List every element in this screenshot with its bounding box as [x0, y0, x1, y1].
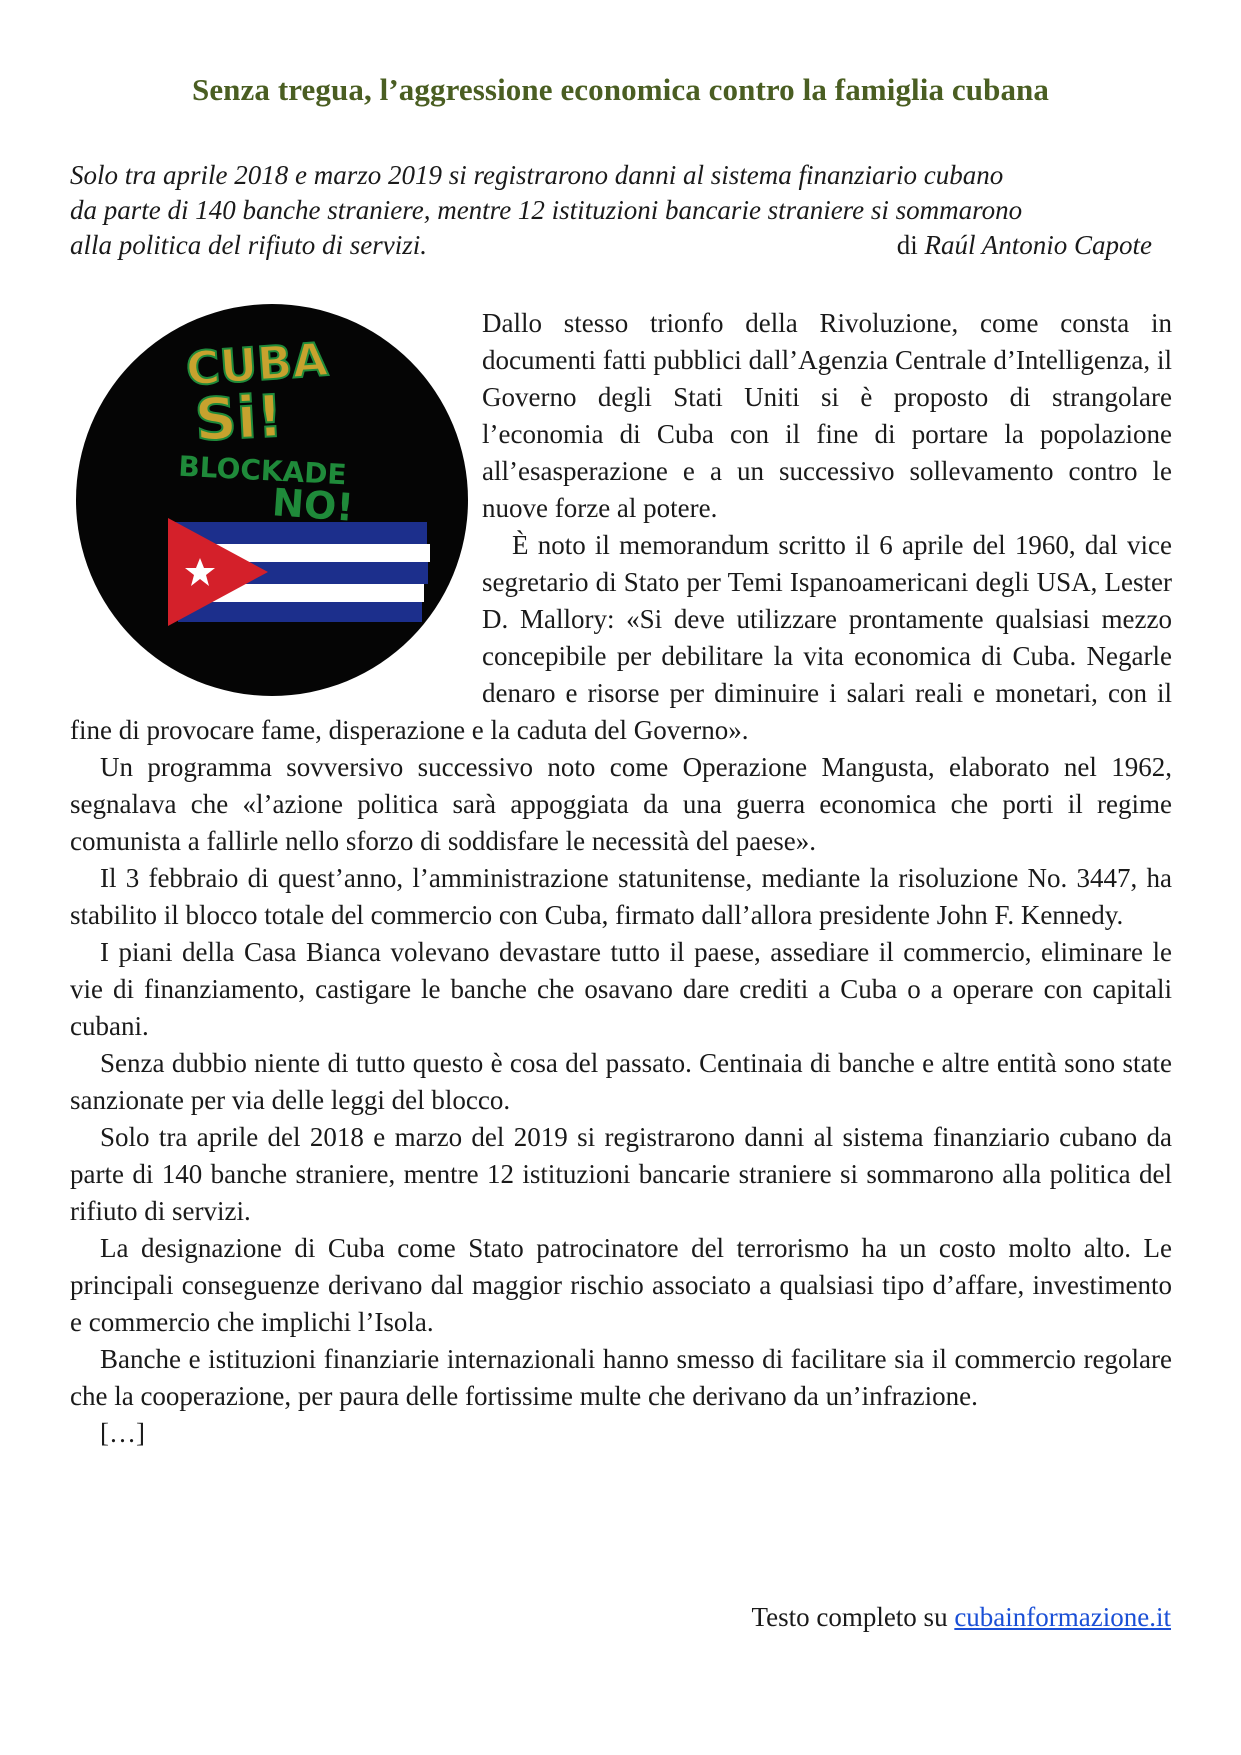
source-prefix: Testo completo su	[751, 1602, 948, 1632]
lead-last-line	[70, 228, 1172, 263]
article-body	[70, 305, 1172, 1452]
paragraph: Un programma sovversivo successivo noto come Operazione Mangusta, elaborato nel 1962, segnalava che «l’azione politica sarà appoggiata da una guerra economica che porti il regime comunista a fallirle nello sforzo di soddisfare le necessità del paese».	[70, 752, 1172, 856]
source-line	[751, 1602, 1171, 1633]
paragraph: È noto il memorandum scritto il 6 aprile del 1960, dal vice segretario di Stato per Temi Ispanoamericani degli USA, Lester D. Mallory: «Si deve utilizzare prontamente qualsiasi mezzo concepibile per debilitare la vita economica di Cuba. Negarle denaro e risorse per diminuire i salari reali e monetari, con il fine di provocare fame, disperazione e la caduta del Governo».	[70, 530, 1172, 745]
source-link[interactable]: cubainformazione.it	[954, 1602, 1171, 1632]
byline	[897, 228, 1152, 263]
paragraph: Senza dubbio niente di tutto questo è cosa del passato. Centinaia di banche e altre entità sono state sanzionate per via delle leggi del blocco.	[70, 1048, 1172, 1115]
paragraph: Il 3 febbraio di quest’anno, l’amministrazione statunitense, mediante la risoluzione No. 3447, ha stabilito il blocco totale del commercio con Cuba, firmato dall’allora presidente John F. Kennedy.	[70, 863, 1172, 930]
paragraph: Solo tra aprile del 2018 e marzo del 2019 si registrarono danni al sistema finanziario cubano da parte di 140 banche straniere, mentre 12 istituzioni bancarie straniere si sommarono alla politica del rifiuto di servizi.	[70, 1122, 1172, 1226]
byline-prefix: di	[896, 230, 918, 260]
lead-line: da parte di 140 banche straniere, mentre 12 istituzioni bancarie straniere si sommarono	[70, 195, 1023, 225]
lead-line: alla politica del rifiuto di servizi.	[70, 230, 427, 260]
lead-line: Solo tra aprile 2018 e marzo 2019 si registrarono danni al sistema finanziario cubano	[70, 160, 1004, 190]
ellipsis-paragraph: […]	[100, 1418, 145, 1448]
paragraph: Dallo stesso trionfo della Rivoluzione, come consta in documenti fatti pubblici dall’Agenzia Centrale d’Intelligenza, il Governo degli Stati Uniti si è proposto di strangolare l’economia di Cuba con il fine di portare la popolazione all’esasperazione e a un successivo sollevamento contro le nuove forze al potere.	[482, 308, 1172, 523]
paragraph: I piani della Casa Bianca volevano devastare tutto il paese, assediare il commercio, eliminare le vie di finanziamento, castigare le banche che osavano dare crediti a Cuba o a operare con capitali cubani.	[70, 937, 1172, 1041]
article-lead	[70, 158, 1172, 263]
badge-text-no: NO!	[270, 480, 356, 530]
badge-text-blockade: BLOCKADE	[177, 449, 348, 492]
image-spacer	[70, 305, 482, 703]
badge-text-cuba: CUBA	[184, 332, 330, 396]
author-name: Raúl Antonio Capote	[924, 230, 1152, 260]
article-title: Senza tregua, l’aggressione economica contro la famiglia cubana	[191, 72, 1049, 107]
paragraph: La designazione di Cuba come Stato patrocinatore del terrorismo ha un costo molto alto. Le principali conseguenze derivano dal maggior rischio associato a qualsiasi tipo d’affare, investimento e commercio che implichi l’Isola.	[70, 1233, 1172, 1337]
paragraph: Banche e istituzioni finanziarie internazionali hanno smesso di facilitare sia il commercio regolare che la cooperazione, per paura delle fortissime multe che derivano da un’infrazione.	[70, 1344, 1172, 1411]
badge-text-si: Si!	[193, 381, 285, 455]
